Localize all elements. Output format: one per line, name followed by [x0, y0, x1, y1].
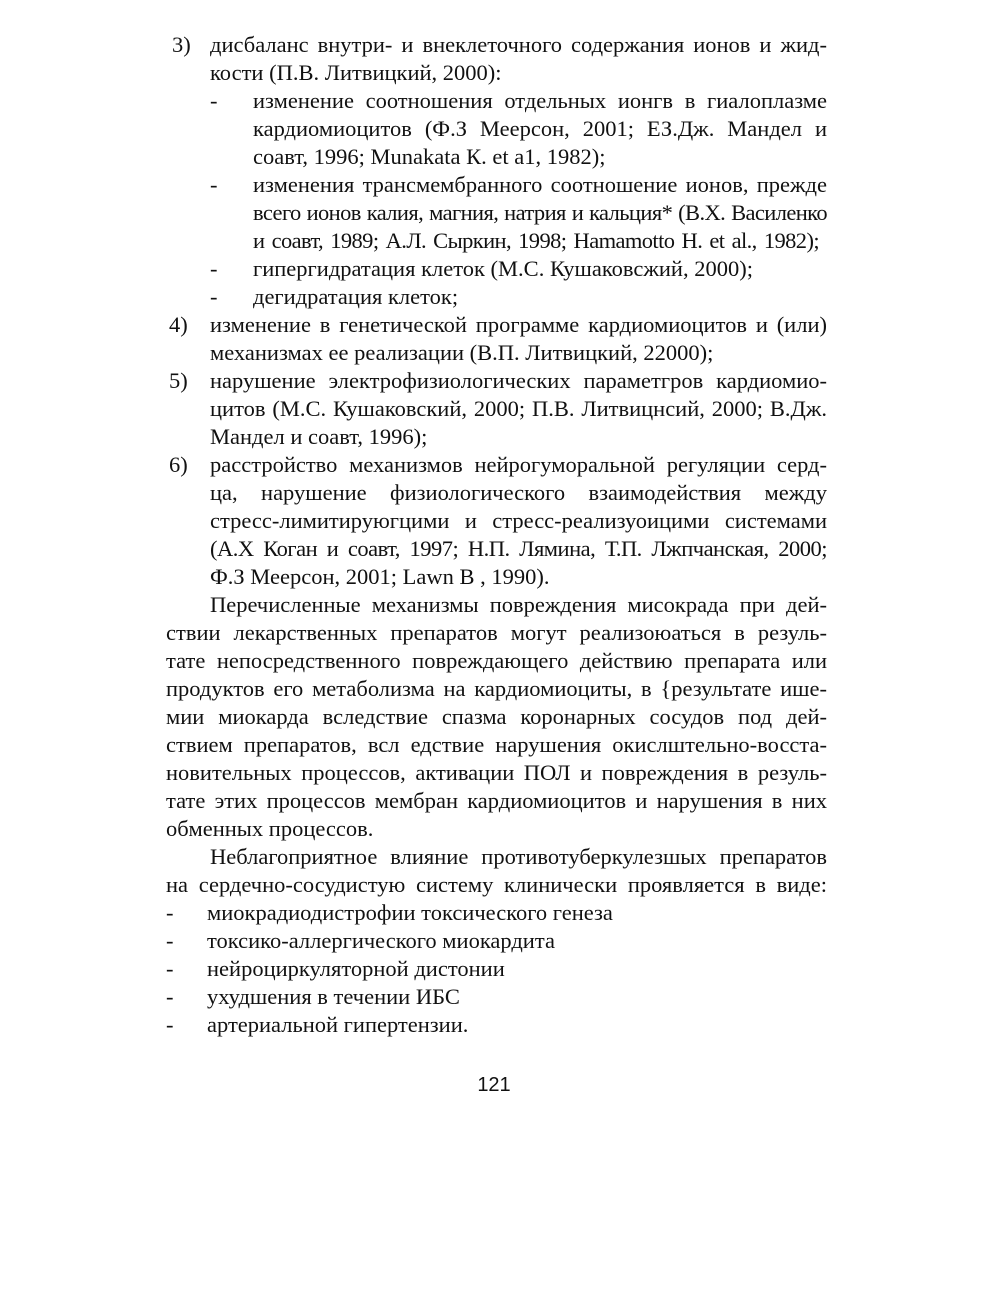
sub-list-marker: -	[210, 88, 218, 113]
text-line: изменения трансмембранного соотношение ионов, прежде	[253, 172, 827, 197]
paragraph-line: Перечисленные механизмы повреждения мисокрада при дей-	[210, 592, 827, 617]
text-line: дегидратация клеток;	[253, 284, 459, 309]
text-line: всего ионов калия, магния, натрия и кальция* (В.Х. Василенко	[253, 200, 827, 225]
text-line: изменение в генетической программе кардиомиоцитов и (или)	[210, 312, 827, 337]
bullet-marker: -	[166, 984, 174, 1009]
text-line: (А.Х Коган и соавт, 1997; Н.П. Лямина, Т.П. Лжпчанская, 2000;	[210, 536, 827, 561]
paragraph-line: новительных процессов, активации ПОЛ и повреждения в резуль-	[166, 760, 827, 785]
sub-list-marker: -	[210, 256, 218, 281]
text-line: нарушение электрофизиологических параметгров кардиомио-	[210, 368, 827, 393]
sub-list-marker: -	[210, 172, 218, 197]
bullet-marker: -	[166, 900, 174, 925]
bullet-item: артериальной гипертензии.	[207, 1012, 469, 1037]
list-marker: 3)	[172, 32, 191, 57]
paragraph-line: ствием препаратов, всл едствие нарушения окислштельно-восста-	[166, 732, 827, 757]
text-line: ца, нарушение физиологического взаимодействия между	[210, 480, 827, 505]
text-line: Ф.З Меерсон, 2001; Lawn B , 1990).	[210, 564, 550, 589]
text-line: кардиомиоцитов (Ф.З Меерсон, 2001; ЕЗ.Дж. Мандел и	[253, 116, 827, 141]
page-number: 121	[477, 1074, 511, 1096]
text-line: механизмах ее реализации (В.П. Литвицкий, 22000);	[210, 340, 714, 365]
text-line: и соавт, 1989; А.Л. Сыркин, 1998; Hamamotto H. et al., 1982);	[253, 228, 819, 253]
text-line: дисбаланс внутри- и внеклеточного содержания ионов и жид-	[210, 32, 827, 57]
bullet-marker: -	[166, 1012, 174, 1037]
bullet-marker: -	[166, 928, 174, 953]
paragraph-line: Неблагоприятное влияние противотуберкулезшых препаратов	[210, 844, 827, 869]
paragraph-line: обменных процессов.	[166, 816, 374, 841]
paragraph-line: тате этих процессов мембран кардиомиоцитов и нарушения в них	[166, 788, 827, 813]
list-marker: 5)	[169, 368, 188, 393]
list-marker: 4)	[169, 312, 188, 337]
bullet-item: токсико-аллергического миокардита	[207, 928, 555, 953]
paragraph-line: тате непосредственного повреждающего действию препарата или	[166, 648, 827, 673]
paragraph-line: на сердечно-сосудистую систему клинически проявляется в виде:	[166, 872, 827, 897]
bullet-item: ухудшения в течении ИБС	[207, 984, 460, 1009]
text-line: соавт, 1996; Munakata К. et a1, 1982);	[253, 144, 606, 169]
text-line: Мандел и соавт, 1996);	[210, 424, 428, 449]
list-marker: 6)	[169, 452, 188, 477]
text-line: цитов (М.С. Кушаковский, 2000; П.В. Литвицнсий, 2000; В.Дж.	[210, 396, 827, 421]
text-line: кости (П.В. Литвицкий, 2000):	[210, 60, 502, 85]
paragraph-line: мии миокарда вследствие спазма коронарных сосудов под дей-	[166, 704, 827, 729]
paragraph-line: продуктов его метаболизма на кардиомиоциты, в {результате ише-	[166, 676, 827, 701]
text-line: расстройство механизмов нейрогуморальной регуляции серд-	[210, 452, 827, 477]
bullet-item: миокрадиодистрофии токсического генеза	[207, 900, 613, 925]
bullet-item: нейроциркуляторной дистонии	[207, 956, 505, 981]
paragraph-line: ствии лекарственных препаратов могут реализоюаться в резуль-	[166, 620, 827, 645]
text-line: изменение соотношения отдельных ионгв в гиалоплазме	[253, 88, 827, 113]
bullet-marker: -	[166, 956, 174, 981]
text-line: стресс-лимитируюгцими и стресс-реализуоицими системами	[210, 508, 827, 533]
sub-list-marker: -	[210, 284, 218, 309]
text-line: гипергидратация клеток (М.С. Кушаковсжий, 2000);	[253, 256, 753, 281]
